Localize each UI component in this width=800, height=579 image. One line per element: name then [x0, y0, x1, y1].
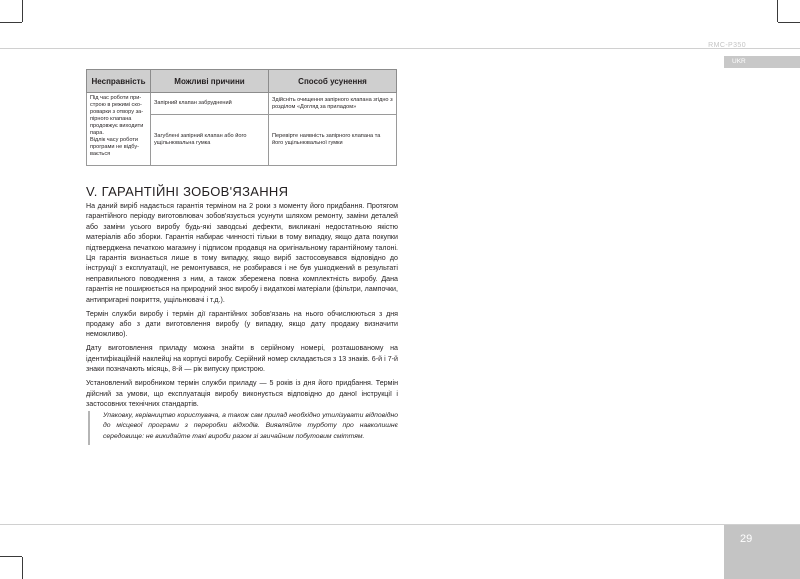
crop-mark-top-right-h	[778, 22, 800, 23]
fault-line: роварки з отвору за-	[90, 109, 144, 115]
language-tab	[724, 56, 800, 68]
warranty-body	[86, 201, 398, 413]
note-accent-bar	[88, 411, 90, 445]
solution-cell: Перевірте наявність запірного клапана та його ущільнювальної гумки	[269, 115, 397, 166]
page-number: 29	[740, 533, 753, 545]
model-name: RMC-P350	[708, 42, 746, 49]
crop-mark-top-left-h	[0, 22, 22, 23]
warranty-paragraph: Дату виготовлення приладу можна знайти в серійному номері, розташованому на ідентифікаційній наклейці на корпусі виробу. Серійний номер складається з 13 знаків. 6-й і 7-й знаки позначають місяць, 8-й — рік випуску пристрою.	[86, 344, 398, 374]
fault-line: Відлік часу роботи	[90, 137, 139, 143]
col-header-solution: Способ усунення	[269, 70, 397, 93]
table-row	[87, 93, 397, 115]
fault-line: Під час роботи при-	[90, 95, 142, 101]
cause-cell: Запірний клапан забруднений	[151, 93, 269, 115]
fault-line: програми не відбу-	[90, 144, 140, 150]
crop-mark-top-left	[22, 0, 23, 22]
crop-mark-top-right	[777, 0, 778, 22]
col-header-fault: Несправність	[87, 70, 151, 93]
section-title: V. ГАРАНТІЙНІ ЗОБОВ'ЯЗАННЯ	[86, 184, 289, 199]
crop-mark-bottom-left-h	[0, 556, 22, 557]
crop-mark-bottom-left	[22, 557, 23, 579]
troubleshooting-table	[86, 69, 397, 166]
warranty-paragraph: Установлений виробником термін служби приладу — 5 років із дня його придбання. Термін дійсний за умови, що експлуатація виробу виконується відповідно до даної інструкції і застосовних технічних стандартів.	[86, 379, 398, 409]
fault-line: строю в режимі ско-	[90, 102, 142, 108]
fault-line: вається	[90, 151, 111, 157]
recycling-note	[103, 411, 398, 442]
solution-cell: Здійсніть очищення запірного клапана згідно з розділом «Догляд за приладом»	[269, 93, 397, 115]
footer-rule	[0, 524, 800, 525]
warranty-paragraph: Термін служби виробу і термін дії гарантійних зобов'язань на нього обчислюються з дня продажу або з дати виготовлення виробу (у випадку, якщо дату продажу визначити неможливо).	[86, 309, 398, 339]
fault-line: пара.	[90, 130, 104, 136]
fault-cell	[87, 93, 151, 166]
col-header-causes: Можливі причини	[151, 70, 269, 93]
header-rule	[0, 48, 800, 49]
page-number-tab	[724, 525, 800, 579]
cause-cell: Загублені запірний клапан або його ущільнювальна гумка	[151, 115, 269, 166]
table-header-row	[87, 70, 397, 93]
warranty-paragraph: На даний виріб надається гарантія терміном на 2 роки з моменту його придбання. Протягом гарантійного періоду виготовлювач зобов'язується усунути шляхом ремонту, заміни деталей або заміни усього виробу будь-які заводські дефекти, викликані недостатньою якістю матеріалів або зборки. Гарантія набирає чинності тільки в тому випадку, якщо дата покупки підтверджена печаткою магазину і підписом продавця на оригінальному гарантійному талоні. Ця гарантія визнається лише в тому випадку, якщо виріб застосовувався відповідно до інструкції з експлуатації, не ремонтувався, не розбирався і не був ушкоджений в результаті неправильного поводження з ним, а також збережена повна комплектність виробу. Дана гарантія не поширюється на природний знос виробу і видаткові матеріали (фільтри, лампочки, антипригарні покриття, ущільнювачі і т.д.).	[86, 202, 398, 304]
recycling-note-text: Упаковку, керівництво користувача, а також сам прилад необхідно утилізувати відповідно до місцевої програми з переробки відходів. Виявляйте турботу про навколишнє середовище: не викидайте такі вироби разом зі звичайним побутовим сміттям.	[103, 412, 398, 440]
fault-line: пірного клапана	[90, 116, 132, 122]
language-label: UKR	[732, 58, 746, 65]
fault-line: продовжує виходити	[90, 123, 144, 129]
